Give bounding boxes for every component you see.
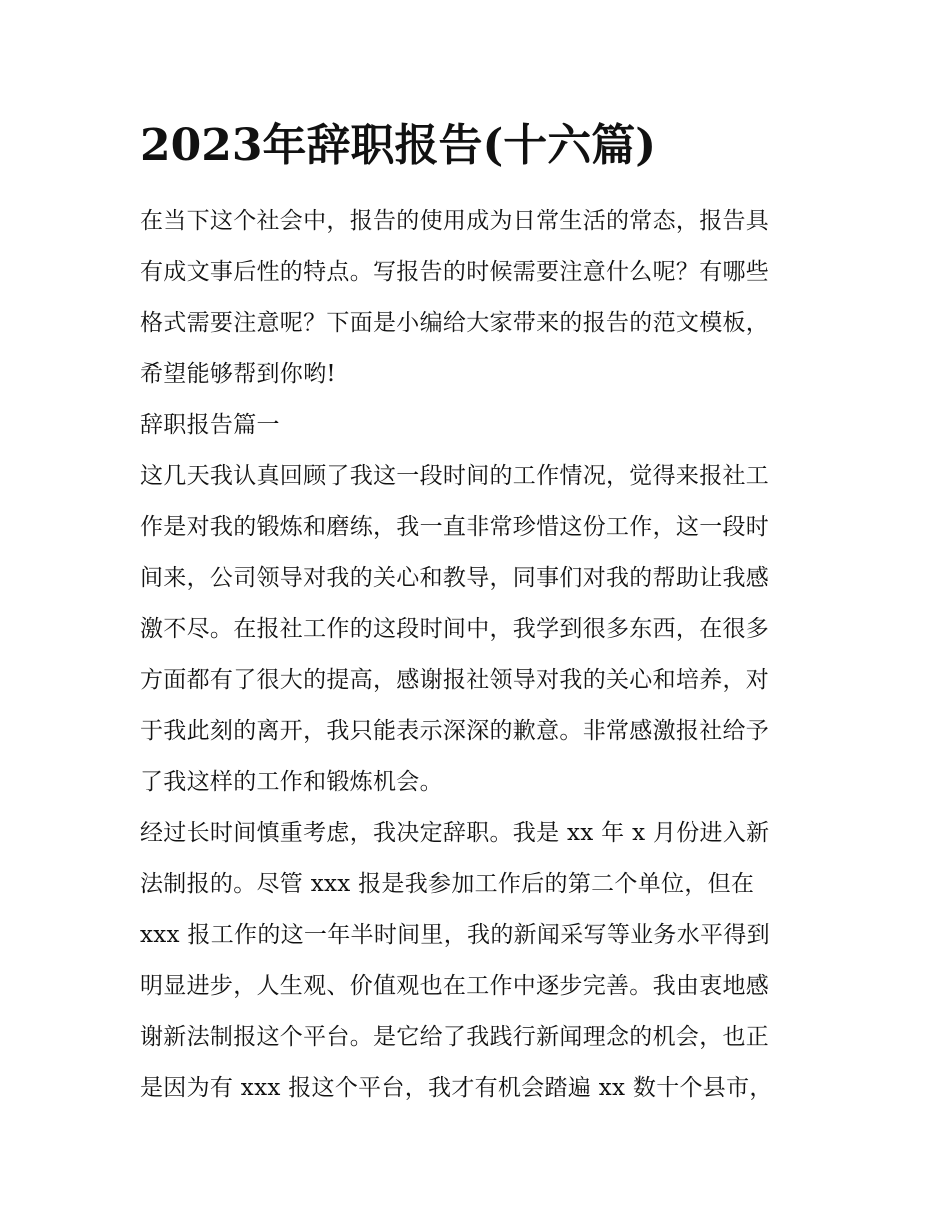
text-line: 于我此刻的离开，我只能表示深深的歉意。非常感激报社给予 (140, 718, 770, 744)
document-body (140, 196, 830, 1114)
text-line: 方面都有了很大的提高，感谢报社领导对我的关心和培养，对 (140, 667, 770, 693)
document-title: 2023年辞职报告(十六篇) (140, 120, 657, 171)
text-line: 在当下这个社会中，报告的使用成为日常生活的常态，报告具 (140, 208, 770, 234)
text-line: 法制报的。尽管 xxx 报是我参加工作后的第二个单位，但在 (140, 871, 755, 897)
text-line: 辞职报告篇一 (140, 412, 280, 438)
text-line: 希望能够帮到你哟! (140, 361, 336, 387)
text-line: xxx 报工作的这一年半时间里，我的新闻采写等业务水平得到 (140, 922, 770, 948)
text-line: 这几天我认真回顾了我这一段时间的工作情况，觉得来报社工 (140, 463, 770, 489)
text-line: 谢新法制报这个平台。是它给了我践行新闻理念的机会，也正 (140, 1024, 770, 1050)
text-line: 经过长时间慎重考虑，我决定辞职。我是 xx 年 x 月份进入新 (140, 820, 770, 846)
text-line: 激不尽。在报社工作的这段时间中，我学到很多东西，在很多 (140, 616, 770, 642)
text-line: 格式需要注意呢？下面是小编给大家带来的报告的范文模板， (140, 310, 770, 336)
text-line: 间来，公司领导对我的关心和教导，同事们对我的帮助让我感 (140, 565, 770, 591)
body-paragraph (140, 451, 830, 808)
text-line: 有成文事后性的特点。写报告的时候需要注意什么呢？有哪些 (140, 259, 770, 285)
text-line: 是因为有 xxx 报这个平台，我才有机会踏遍 xx 数十个县市， (140, 1075, 773, 1101)
text-line: 了我这样的工作和锻炼机会。 (140, 769, 443, 795)
text-line: 作是对我的锻炼和磨练，我一直非常珍惜这份工作，这一段时 (140, 514, 770, 540)
intro-paragraph (140, 196, 830, 400)
text-line: 明显进步，人生观、价值观也在工作中逐步完善。我由衷地感 (140, 973, 770, 999)
body-paragraph (140, 808, 830, 1114)
section-heading (140, 400, 830, 451)
